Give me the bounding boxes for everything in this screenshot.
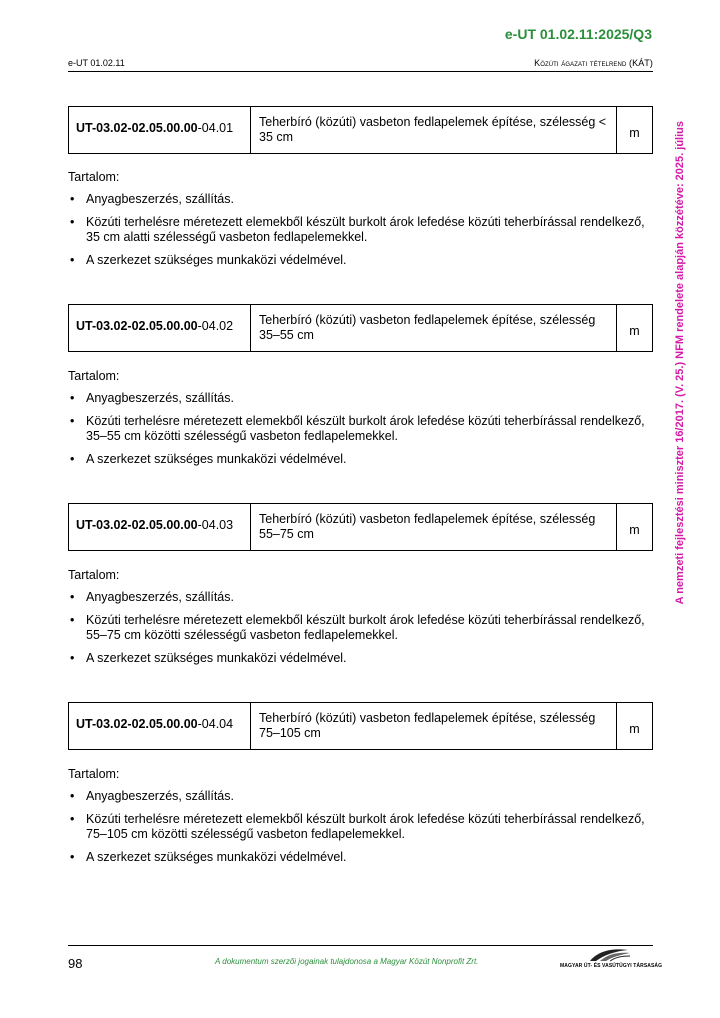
contents-title: Tartalom:	[68, 767, 120, 781]
list-item: • Anyagbeszerzés, szállítás.	[70, 789, 234, 803]
item-contents	[68, 568, 648, 674]
list-item: • Közúti terhelésre méretezett elemekből készült burkolt árok lefedése közúti teherbírással rendelkező, 35 cm alatti szélességű vasbeton fedlapelemekkel.	[70, 215, 645, 244]
contents-title: Tartalom:	[68, 369, 120, 383]
item-table	[68, 304, 653, 352]
contents-list	[68, 590, 648, 666]
item-table	[68, 106, 653, 154]
list-item: • Anyagbeszerzés, szállítás.	[70, 192, 234, 206]
list-item: • Közúti terhelésre méretezett elemekből készült burkolt árok lefedése közúti teherbírással rendelkező, 75–105 cm közötti szélességű vasbeton fedlapelemekkel.	[70, 812, 645, 841]
bullet-icon: •	[70, 812, 75, 826]
bullet-icon: •	[70, 192, 75, 206]
item-code-suffix: -04.04	[197, 717, 234, 731]
item-table	[68, 503, 653, 551]
item-table	[68, 702, 653, 750]
bullet-icon: •	[70, 391, 75, 405]
bullet-icon: •	[70, 414, 75, 428]
side-publication-note	[665, 98, 695, 628]
side-note-text: A nemzeti fejlesztési miniszter 16/2017. (V. 25.) NFM rendelete alapján közzétéve: 2025. július	[674, 121, 686, 605]
society-logo	[560, 947, 663, 969]
list-item: • Anyagbeszerzés, szállítás.	[70, 590, 234, 604]
item-code-cell	[69, 703, 251, 749]
item-unit-cell: m	[629, 721, 640, 736]
item-contents	[68, 170, 648, 276]
bullet-icon: •	[70, 590, 75, 604]
list-item: • A szerkezet szükséges munkaközi védelmével.	[70, 452, 347, 466]
contents-list	[68, 192, 648, 268]
contents-title: Tartalom:	[68, 170, 120, 184]
page-number: 98	[68, 956, 83, 971]
header-left-code: e-UT 01.02.11	[68, 58, 125, 68]
item-unit-cell: m	[629, 522, 640, 537]
header-right-title: Közúti ágazati tételrend (KÁT)	[534, 58, 653, 68]
contents-list	[68, 391, 648, 467]
item-description-cell: Teherbíró (közúti) vasbeton fedlapelemek építése, szélesség 35–55 cm	[251, 305, 617, 351]
item-contents	[68, 369, 648, 475]
bullet-icon: •	[70, 789, 75, 803]
item-unit-cell: m	[629, 323, 640, 338]
list-item: • Anyagbeszerzés, szállítás.	[70, 391, 234, 405]
running-header	[68, 57, 653, 72]
footer-divider	[68, 945, 653, 946]
item-code-cell	[69, 504, 251, 550]
list-item: • A szerkezet szükséges munkaközi védelmével.	[70, 850, 347, 864]
road-rail-logo-icon	[560, 947, 655, 963]
item-description-cell: Teherbíró (közúti) vasbeton fedlapelemek építése, szélesség 55–75 cm	[251, 504, 617, 550]
contents-title: Tartalom:	[68, 568, 120, 582]
bullet-icon: •	[70, 850, 75, 864]
contents-list	[68, 789, 648, 865]
item-code-suffix: -04.02	[197, 319, 234, 333]
item-code-main: UT-03.02-02.05.00.00	[76, 717, 198, 731]
item-code-suffix: -04.03	[197, 518, 234, 532]
bullet-icon: •	[70, 253, 75, 267]
list-item: • Közúti terhelésre méretezett elemekből készült burkolt árok lefedése közúti teherbírással rendelkező, 35–55 cm közötti szélességű vasbeton fedlapelemekkel.	[70, 414, 645, 443]
document-code: e-UT 01.02.11:2025/Q3	[504, 26, 652, 42]
item-code-cell	[69, 107, 251, 153]
list-item: • A szerkezet szükséges munkaközi védelmével.	[70, 651, 347, 665]
logo-text: MAGYAR ÚT- ÉS VASÚTÜGYI TÁRSASÁG	[560, 963, 663, 969]
item-code-main: UT-03.02-02.05.00.00	[76, 121, 198, 135]
bullet-icon: •	[70, 651, 75, 665]
list-item: • A szerkezet szükséges munkaközi védelmével.	[70, 253, 347, 267]
item-contents	[68, 767, 648, 873]
item-code-suffix: -04.01	[197, 121, 234, 135]
item-code-cell	[69, 305, 251, 351]
item-code-main: UT-03.02-02.05.00.00	[76, 319, 198, 333]
item-unit-cell: m	[629, 125, 640, 140]
bullet-icon: •	[70, 215, 75, 229]
item-description-cell: Teherbíró (közúti) vasbeton fedlapelemek építése, szélesség < 35 cm	[251, 107, 617, 153]
item-description-cell: Teherbíró (közúti) vasbeton fedlapelemek építése, szélesség 75–105 cm	[251, 703, 617, 749]
item-code-main: UT-03.02-02.05.00.00	[76, 518, 198, 532]
bullet-icon: •	[70, 452, 75, 466]
copyright-notice: A dokumentum szerzői jogainak tulajdonosa a Magyar Közút Nonprofit Zrt.	[215, 957, 479, 966]
list-item: • Közúti terhelésre méretezett elemekből készült burkolt árok lefedése közúti teherbírással rendelkező, 55–75 cm közötti szélességű vasbeton fedlapelemekkel.	[70, 613, 645, 642]
bullet-icon: •	[70, 613, 75, 627]
